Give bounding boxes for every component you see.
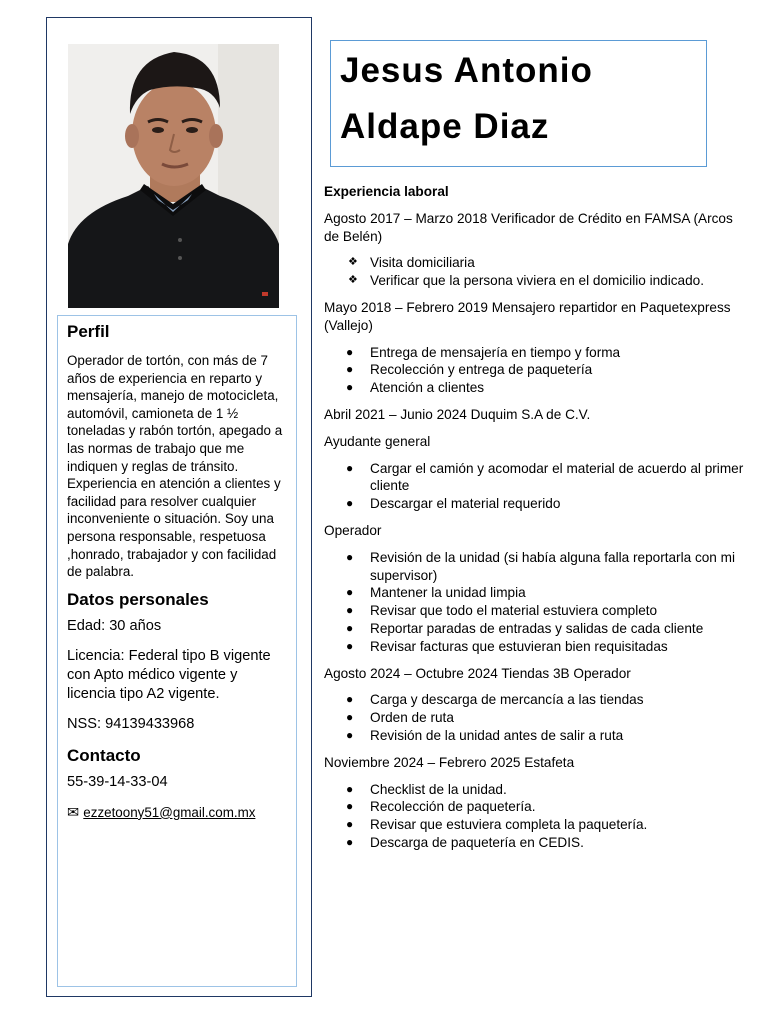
job-task: ● Orden de ruta (346, 710, 454, 726)
phone-line (67, 773, 287, 792)
name-box (330, 40, 707, 167)
job-task: ● Entrega de mensajería en tiempo y forma (346, 344, 621, 360)
job-task: ● Revisar facturas que estuvieran bien requisitadas (346, 638, 668, 654)
job-task: ● Cargar el camión y acomodar el material de acuerdo al primer cliente (346, 460, 744, 494)
dot-bullet-icon: ● (346, 817, 354, 832)
left-column (57, 315, 297, 987)
dot-bullet-icon: ● (346, 496, 354, 511)
job-header: Agosto 2024 – Octubre 2024 Tiendas 3B Operador (324, 665, 631, 681)
job-header: Abril 2021 – Junio 2024 Duquim S.A de C.V. (324, 406, 591, 422)
contacto-heading: Contacto (67, 745, 141, 765)
experience-heading: Experiencia laboral (324, 184, 449, 199)
profile-photo (68, 44, 279, 308)
job-task-list (324, 781, 744, 852)
job-task: ● Revisión de la unidad (si había alguna falla reportarla con mi supervisor) (346, 549, 735, 583)
job-task: ● Revisión de la unidad antes de salir a ruta (346, 727, 624, 743)
dot-bullet-icon: ● (346, 799, 354, 814)
job-task-list (324, 254, 744, 290)
dot-bullet-icon: ● (346, 362, 354, 377)
dot-bullet-icon: ● (346, 710, 354, 725)
job-task: ● Revisar que estuviera completa la paquetería. (346, 817, 648, 833)
perfil-heading: Perfil (67, 322, 110, 341)
job-task: ● Checklist de la unidad. (346, 781, 507, 797)
dot-bullet-icon: ● (346, 638, 354, 653)
job-role: Operador (324, 522, 382, 538)
job-role: Ayudante general (324, 433, 431, 449)
diamond-bullet-icon: ❖ (348, 256, 358, 269)
dot-bullet-icon: ● (346, 692, 354, 707)
dot-bullet-icon: ● (346, 781, 354, 796)
datos-heading: Datos personales (67, 589, 209, 609)
dot-bullet-icon: ● (346, 344, 354, 359)
email-line (67, 803, 287, 823)
job-header: Agosto 2017 – Marzo 2018 Verificador de Crédito en FAMSA (Arcos de Belén) (324, 210, 733, 244)
job-task: ● Revisar que todo el material estuviera completo (346, 603, 658, 619)
email-icon: ✉ (67, 804, 80, 821)
name-line-2: Aldape Diaz (340, 107, 550, 146)
job-task: ● Carga y descarga de mercancía a las tiendas (346, 692, 644, 708)
job-task-list (324, 460, 744, 513)
dot-bullet-icon: ● (346, 603, 354, 618)
dot-bullet-icon: ● (346, 460, 354, 475)
diamond-bullet-icon: ❖ (348, 274, 358, 287)
name-line-1: Jesus Antonio (340, 51, 593, 90)
job-header: Noviembre 2024 – Febrero 2025 Estafeta (324, 754, 575, 770)
phone-number: 55-39-14-33-04 (67, 773, 168, 790)
email-link[interactable]: ezzetoony51@gmail.com.mx (83, 804, 256, 820)
job-task: ❖ Verificar que la persona viviera en el domicilio indicado. (348, 273, 704, 289)
perfil-text: Operador de tortón, con más de 7 años de experiencia en reparto y mensajería, manejo de motocicleta, automóvil, camioneta de 1 ½ toneladas y rabón tortón, apegado a las normas de trabajo que me indiquen y reglas de tránsito. Experiencia en atención a clientes y facilidad para resolver cualquier inconveniente o situación. Soy una persona responsable, respetuosa ,honrado, trabajador y con facilidad de palabra. (67, 353, 283, 580)
job-task-list (324, 549, 744, 656)
job-header: Mayo 2018 – Febrero 2019 Mensajero repartidor en Paquetexpress (Vallejo) (324, 299, 731, 333)
job-task: ❖ Visita domiciliaria (348, 255, 475, 271)
experience-section (324, 183, 744, 861)
dot-bullet-icon: ● (346, 620, 354, 635)
job-task: ● Atención a clientes (346, 380, 485, 396)
job-task: ● Descarga de paquetería en CEDIS. (346, 834, 584, 850)
dot-bullet-icon: ● (346, 549, 354, 564)
job-task: ● Mantener la unidad limpia (346, 585, 526, 601)
job-task: ● Reportar paradas de entradas y salidas de cada cliente (346, 620, 704, 636)
job-task: ● Recolección y entrega de paquetería (346, 362, 593, 378)
dot-bullet-icon: ● (346, 834, 354, 849)
edad-text: Edad: 30 años (67, 617, 162, 634)
job-task-list (324, 691, 744, 744)
nss-text: NSS: 94139433968 (67, 715, 195, 732)
job-task: ● Descargar el material requerido (346, 496, 561, 512)
dot-bullet-icon: ● (346, 585, 354, 600)
licencia-text: Licencia: Federal tipo B vigente con Apto médico vigente y licencia tipo A2 vigente. (67, 647, 271, 702)
dot-bullet-icon: ● (346, 727, 354, 742)
dot-bullet-icon: ● (346, 380, 354, 395)
job-task-list (324, 344, 744, 397)
job-task: ● Recolección de paquetería. (346, 799, 536, 815)
